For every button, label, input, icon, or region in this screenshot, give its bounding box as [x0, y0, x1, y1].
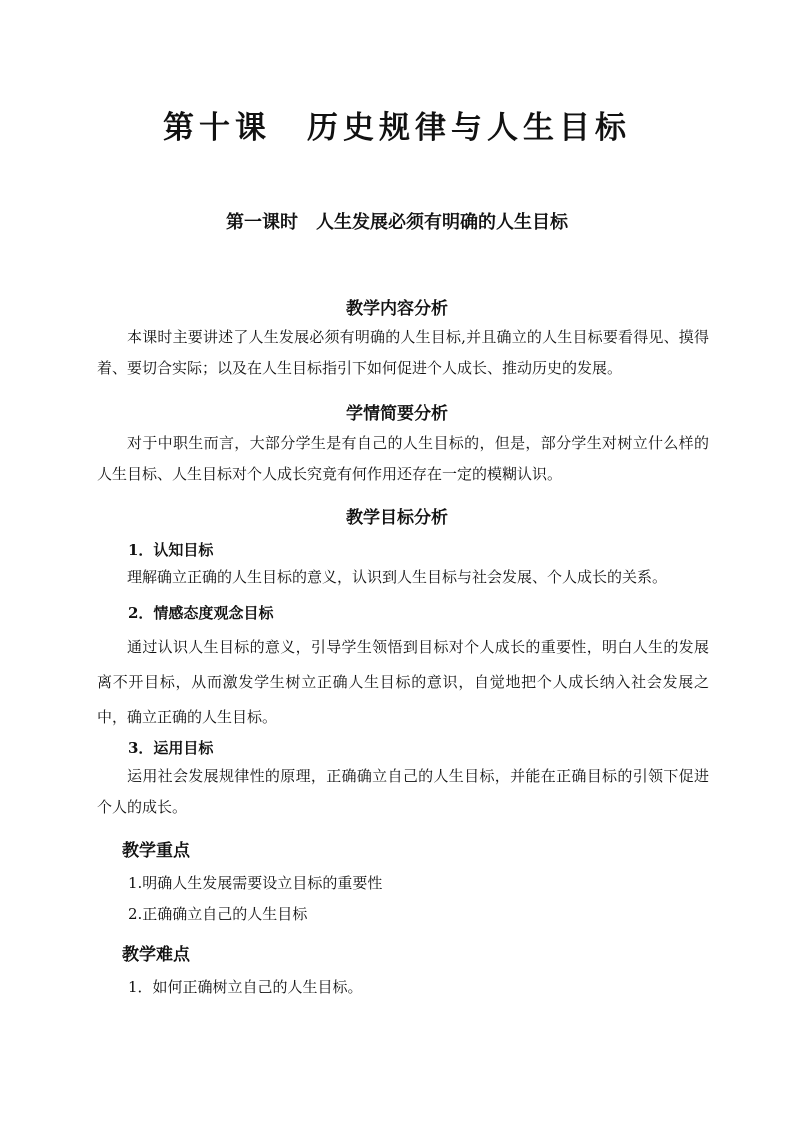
objective-1-title: 1．认知目标: [128, 541, 214, 559]
key-point-2: 2.正确确立自己的人生目标: [128, 905, 308, 923]
student-analysis-heading: 学情简要分析: [346, 404, 448, 424]
objective-2-text: 通过认识人生目标的意义，引导学生领悟到目标对个人成长的重要性，明白人生的发展离不开目标，从而激发学生树立正确人生目标的意识，自觉地把个人成长纳入社会发展之中，确立正确的人生目标。: [97, 638, 709, 726]
objectives-heading: 教学目标分析: [346, 508, 448, 528]
objective-1-text: 理解确立正确的人生目标的意义，认识到人生目标与社会发展、个人成长的关系。: [127, 568, 668, 586]
key-point-1: 1.明确人生发展需要设立目标的重要性: [128, 874, 383, 892]
objective-2-title: 2．情感态度观念目标: [128, 604, 274, 622]
difficulty-1: 1．如何正确树立自己的人生目标。: [128, 978, 363, 996]
difficulties-heading: 教学难点: [122, 945, 190, 965]
content-analysis-text: 本课时主要讲述了人生发展必须有明确的人生目标,并且确立的人生目标要看得见、摸得着、要切合实际；以及在人生目标指引下如何促进个人成长、推动历史的发展。: [97, 328, 709, 377]
key-points-heading: 教学重点: [122, 841, 190, 861]
lesson-subtitle: 第一课时 人生发展必须有明确的人生目标: [226, 212, 568, 233]
objective-3-title: 3．运用目标: [128, 739, 214, 757]
student-analysis-text: 对于中职生而言，大部分学生是有自己的人生目标的，但是，部分学生对树立什么样的人生目标、人生目标对个人成长究竟有何作用还存在一定的模糊认识。: [97, 434, 709, 483]
objective-3-text: 运用社会发展规律性的原理，正确确立自己的人生目标，并能在正确目标的引领下促进个人的成长。: [97, 767, 709, 816]
content-analysis-heading: 教学内容分析: [346, 299, 448, 319]
lesson-title: 第十课 历史规律与人生目标: [163, 110, 631, 146]
